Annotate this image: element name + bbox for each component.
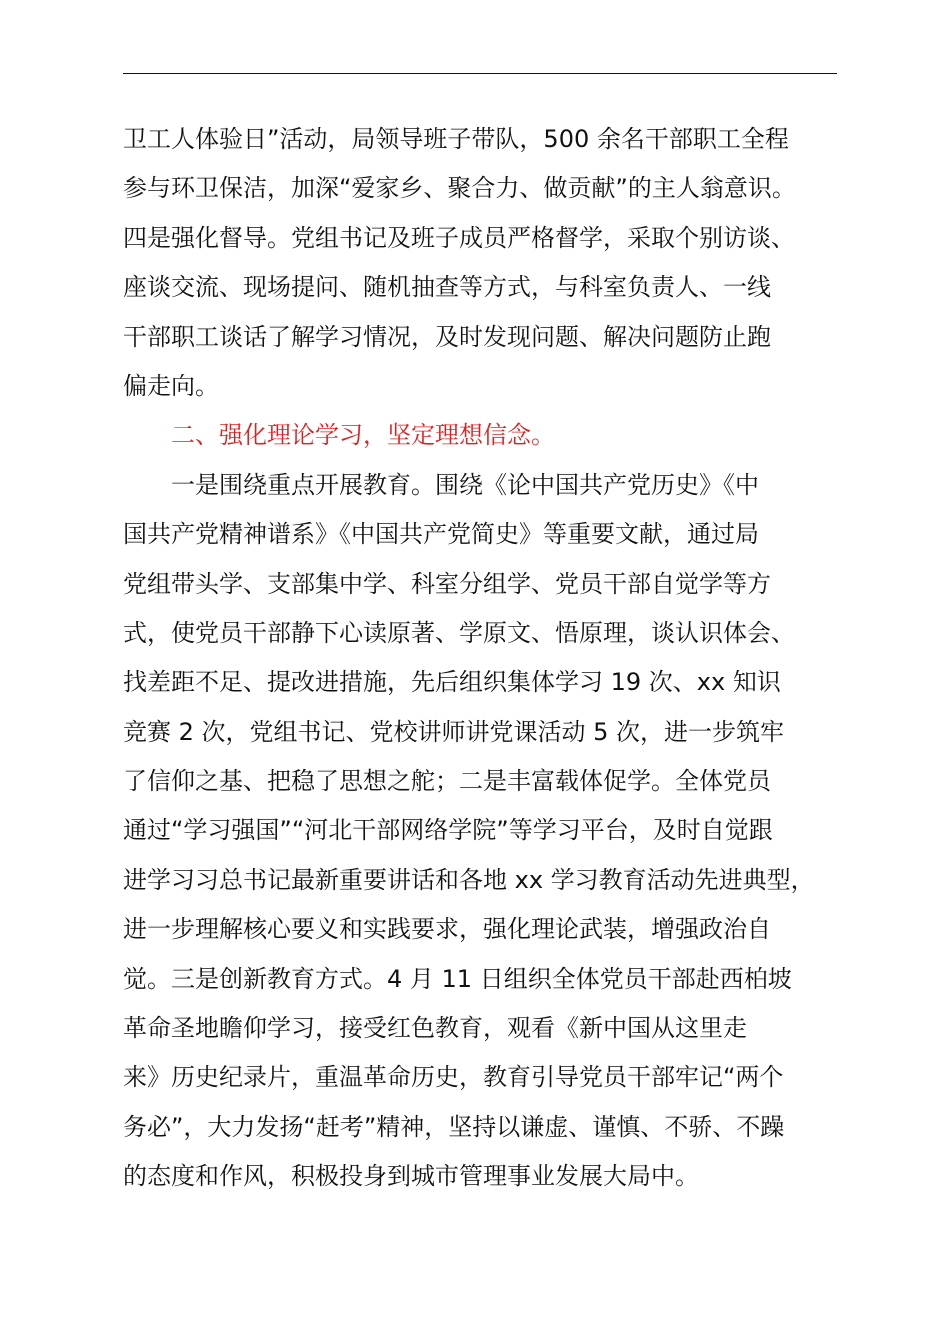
- body-line: 进学习习总书记最新重要讲话和各地 xx 学习教育活动先进典型，: [123, 865, 815, 894]
- body-line: 找差距不足、提改进措施，先后组织集体学习 19 次、xx 知识: [123, 668, 781, 697]
- body-line: 通过“学习强国”“河北干部网络学院”等学习平台，及时自觉跟: [123, 816, 773, 845]
- body-line: 参与环卫保洁，加深“爱家乡、聚合力、做贡献”的主人翁意识。: [123, 174, 796, 203]
- document-body: [123, 115, 837, 1202]
- body-line: 的态度和作风，积极投身到城市管理事业发展大局中。: [123, 1162, 699, 1191]
- body-line: 座谈交流、现场提问、随机抽查等方式，与科室负责人、一线: [123, 273, 771, 302]
- body-line: 式，使党员干部静下心读原著、学原文、悟原理，谈认识体会、: [123, 618, 795, 647]
- body-line: 干部职工谈话了解学习情况，及时发现问题、解决问题防止跑: [123, 322, 771, 351]
- body-line: 卫工人体验日”活动，局领导班子带队，500 余名干部职工全程: [123, 125, 789, 153]
- body-line: 国共产党精神谱系》《中国共产党简史》等重要文献，通过局: [123, 520, 759, 549]
- body-line: 革命圣地瞻仰学习，接受红色教育，观看《新中国从这里走: [123, 1014, 747, 1043]
- body-line: 来》历史纪录片，重温革命历史，教育引导党员干部牢记“两个: [123, 1063, 784, 1092]
- body-line: 觉。三是创新教育方式。4 月 11 日组织全体党员干部赴西柏坡: [123, 964, 792, 993]
- body-line: 了信仰之基、把稳了思想之舵；二是丰富载体促学。全体党员: [123, 767, 771, 796]
- paragraph-first-line: 一是围绕重点开展教育。围绕《论中国共产党历史》《中: [171, 470, 759, 499]
- body-line: 四是强化督导。党组书记及班子成员严格督学，采取个别访谈、: [123, 223, 795, 252]
- body-line: 竞赛 2 次，党组书记、党校讲师讲党课活动 5 次，进一步筑牢: [123, 717, 785, 746]
- header-rule: [123, 73, 837, 74]
- body-line: 务必”，大力发扬“赶考”精神，坚持以谦虚、谨慎、不骄、不躁: [123, 1112, 785, 1141]
- body-line: 党组带头学、支部集中学、科室分组学、党员干部自觉学等方: [123, 569, 771, 598]
- body-line: 进一步理解核心要义和实践要求，强化理论武装，增强政治自: [123, 915, 771, 944]
- section-heading: 二、强化理论学习，坚定理想信念。: [171, 421, 555, 450]
- body-line: 偏走向。: [123, 371, 219, 400]
